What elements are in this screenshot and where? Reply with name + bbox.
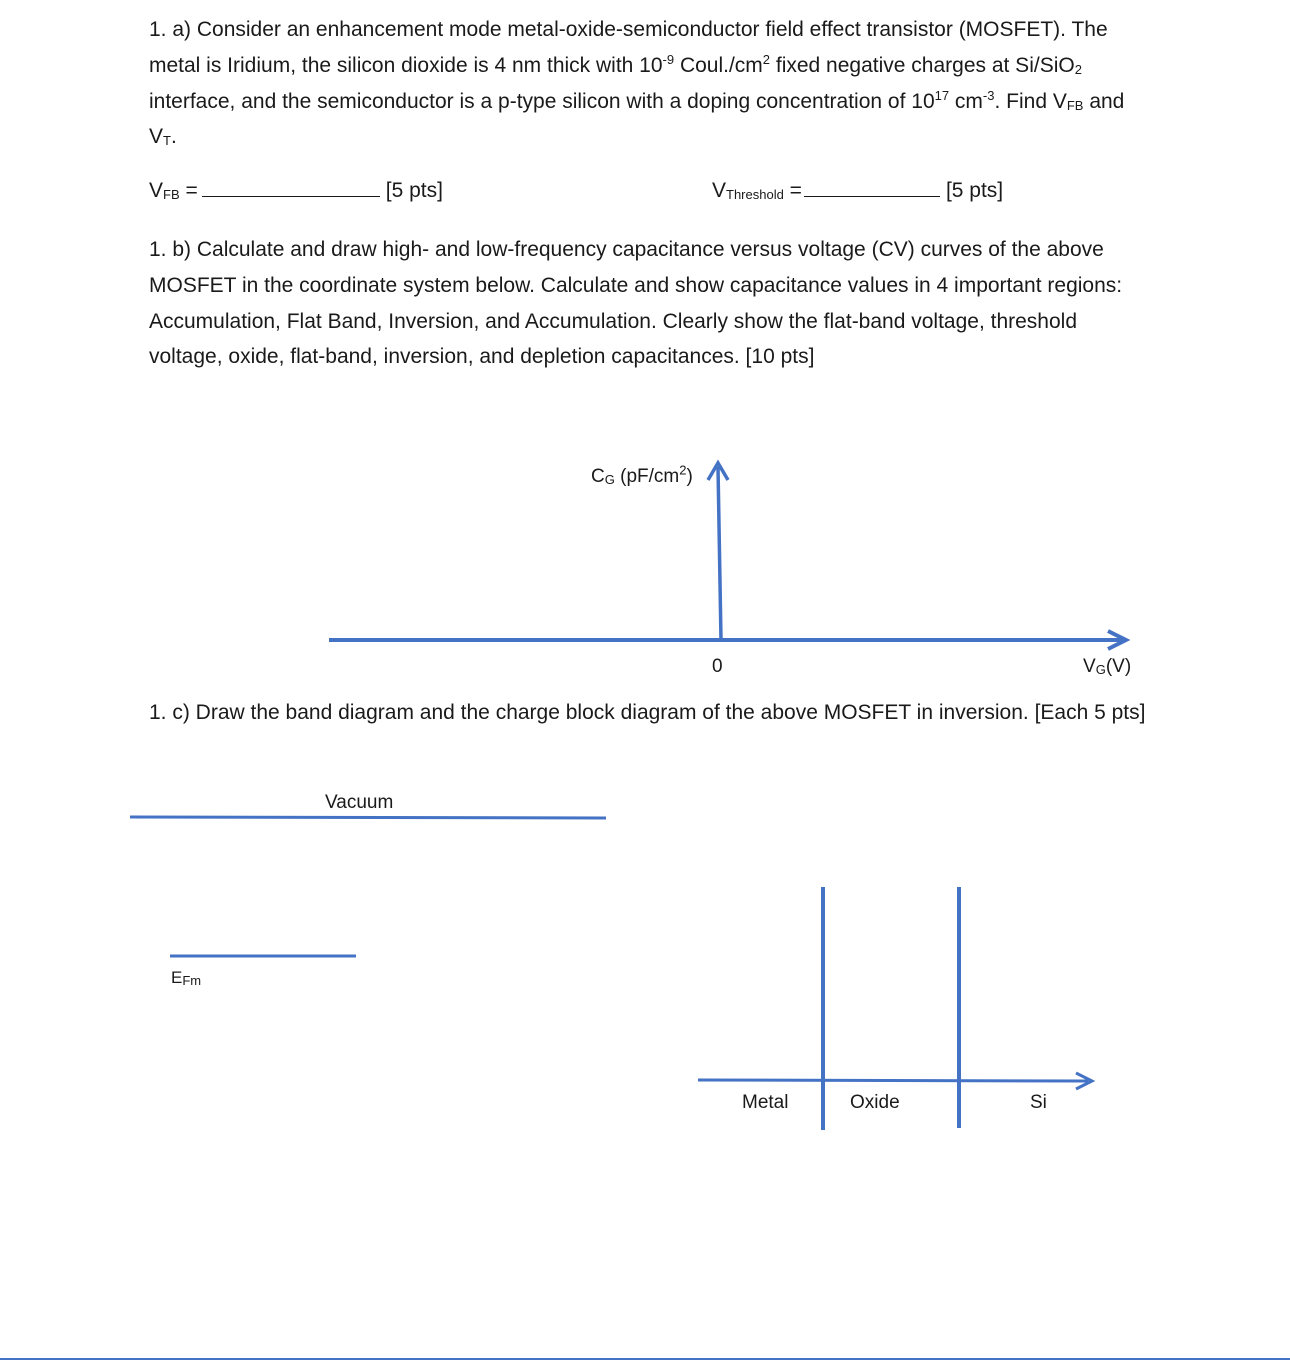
- cv-y-axis-label: $C_G$ $(pF/cm^2)$: [591, 462, 693, 487]
- metal-region-label: Metal: [742, 1092, 789, 1113]
- cv-origin-label: 0: [712, 656, 723, 677]
- cv-y-axis: [718, 467, 721, 640]
- question-1b: 1. b) Calculate and draw high- and low-frequency capacitance versus voltage (CV) curves of the above MOSFET in the coordinate system below. Calculate and show capacitance values in 4 important regions: Accumulation, Flat Band, Inversion, and Accumulation. Clearly show the flat-band voltage, threshold voltage, oxide, flat-band, inversion, and depletion capacitances. [10 pts]: [149, 238, 1123, 369]
- si-region-label: Si: [1030, 1092, 1047, 1113]
- vacuum-level-line: [130, 817, 606, 818]
- question-1c: 1. c) Draw the band diagram and the charge block diagram of the above MOSFET in inversion. [Each 5 pts]: [149, 701, 1146, 724]
- charge-x-axis: [698, 1080, 1088, 1081]
- vfb-answer-line: $V_{FB} = [5$ pts]: [149, 179, 443, 202]
- vacuum-label: Vacuum: [325, 792, 394, 813]
- efm-label: $E_{Fm}$: [171, 968, 202, 988]
- page-bottom-rule: [0, 1358, 1290, 1360]
- cv-plot-axes: [329, 463, 1126, 649]
- vthreshold-answer-line: $V_{Threshold} = [5$ pts]: [712, 179, 1004, 202]
- oxide-region-label: Oxide: [850, 1092, 900, 1113]
- question-1a: 1. a) Consider an enhancement mode metal-oxide-semiconductor field effect transistor (MOSFET). The metal is Iridium, the silicon dioxide is 4 nm thick with $10^{-9}$ $Coul./cm^2$ fixed negative charges at Si/SiO$_2$ interface, and the semiconductor is a p-type silicon with a doping concentration of $10^{17}$ $cm^{-3}$. Find $V_{FB}$ and $V_T$.: [149, 18, 1125, 149]
- cv-x-axis-label: $V_G(V)$: [1083, 656, 1132, 677]
